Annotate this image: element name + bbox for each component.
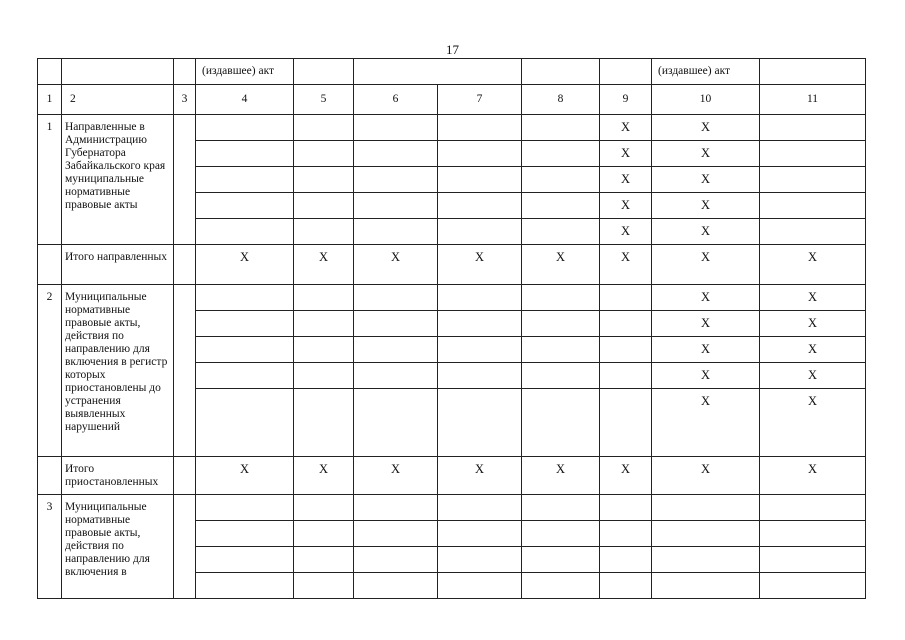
column-number: 7 — [438, 85, 522, 115]
section-label: Направленные в Администрацию Губернатора Забайкальского края муниципальные нормативные правовые акты — [62, 115, 174, 245]
mark-x: X — [196, 245, 294, 285]
table-cell — [760, 521, 866, 547]
table-cell — [196, 115, 294, 141]
table-cell — [600, 495, 652, 521]
header-row — [38, 59, 866, 85]
table-cell — [438, 337, 522, 363]
column-number-row — [38, 85, 866, 115]
table-cell — [196, 167, 294, 193]
table-cell — [438, 141, 522, 167]
table-cell — [294, 285, 354, 311]
mark-x: X — [652, 311, 760, 337]
table-cell — [760, 167, 866, 193]
table-cell — [522, 495, 600, 521]
column-number: 3 — [174, 85, 196, 115]
mark-x: X — [652, 141, 760, 167]
table-cell — [294, 311, 354, 337]
table-cell — [522, 363, 600, 389]
mark-x: X — [196, 457, 294, 495]
mark-x: X — [600, 193, 652, 219]
column-number: 6 — [354, 85, 438, 115]
table-cell — [760, 115, 866, 141]
mark-x: X — [294, 457, 354, 495]
table-cell — [522, 167, 600, 193]
table-cell — [522, 573, 600, 599]
mark-x: X — [600, 141, 652, 167]
table-cell — [174, 245, 196, 285]
mark-x: X — [652, 285, 760, 311]
table-cell — [174, 495, 196, 599]
mark-x: X — [760, 457, 866, 495]
table-cell — [196, 573, 294, 599]
table-cell — [294, 495, 354, 521]
table-cell — [196, 521, 294, 547]
table-cell — [354, 311, 438, 337]
mark-x: X — [600, 167, 652, 193]
table-cell — [174, 285, 196, 457]
mark-x: X — [652, 337, 760, 363]
report-table — [37, 58, 866, 599]
table-cell — [438, 389, 522, 457]
table-cell — [438, 193, 522, 219]
table-cell — [196, 311, 294, 337]
section-number: 2 — [38, 285, 62, 457]
table-cell — [652, 547, 760, 573]
table-cell — [438, 495, 522, 521]
table-cell — [438, 115, 522, 141]
table-cell — [354, 573, 438, 599]
table-cell — [294, 573, 354, 599]
total-label: Итого направленных — [62, 245, 174, 285]
table-cell — [354, 193, 438, 219]
table-cell — [294, 363, 354, 389]
table-cell — [438, 219, 522, 245]
header-cell — [38, 59, 62, 85]
table-cell — [354, 389, 438, 457]
header-cell — [760, 59, 866, 85]
table-cell — [600, 521, 652, 547]
total-label: Итого приостановленных — [62, 457, 174, 495]
table-cell — [522, 285, 600, 311]
mark-x: X — [760, 285, 866, 311]
table-cell — [196, 547, 294, 573]
section-label: Муниципальные нормативные правовые акты, действия по направлению для включения в — [62, 495, 174, 599]
issuer-label-right: (издавшее) акт — [652, 59, 760, 85]
table-cell — [196, 141, 294, 167]
table-cell — [522, 547, 600, 573]
page-number: 17 — [446, 42, 459, 57]
table-cell — [600, 547, 652, 573]
table-cell — [294, 167, 354, 193]
mark-x: X — [652, 389, 760, 457]
mark-x: X — [652, 245, 760, 285]
table-cell — [196, 285, 294, 311]
table-cell — [438, 521, 522, 547]
table-row — [38, 495, 866, 521]
table-cell — [600, 389, 652, 457]
mark-x: X — [522, 245, 600, 285]
table-cell — [38, 457, 62, 495]
column-number: 1 — [38, 85, 62, 115]
mark-x: X — [760, 337, 866, 363]
table-cell — [354, 219, 438, 245]
table-cell — [354, 547, 438, 573]
table-cell — [760, 547, 866, 573]
table-cell — [294, 115, 354, 141]
table-cell — [196, 337, 294, 363]
issuer-label-left: (издавшее) акт — [196, 59, 294, 85]
table-cell — [196, 495, 294, 521]
column-number: 10 — [652, 85, 760, 115]
table-cell — [174, 115, 196, 245]
table-cell — [522, 521, 600, 547]
table-cell — [294, 219, 354, 245]
table-cell — [438, 573, 522, 599]
column-number: 11 — [760, 85, 866, 115]
table-cell — [600, 285, 652, 311]
total-row — [38, 245, 866, 285]
section-number: 1 — [38, 115, 62, 245]
mark-x: X — [438, 457, 522, 495]
table-cell — [522, 337, 600, 363]
table-cell — [354, 141, 438, 167]
mark-x: X — [600, 457, 652, 495]
table-cell — [600, 311, 652, 337]
column-number: 8 — [522, 85, 600, 115]
table-cell — [38, 245, 62, 285]
table-cell — [438, 363, 522, 389]
table-cell — [522, 219, 600, 245]
table-cell — [354, 285, 438, 311]
table-row — [38, 115, 866, 141]
table-cell — [354, 167, 438, 193]
mark-x: X — [354, 457, 438, 495]
header-cell — [62, 59, 174, 85]
mark-x: X — [652, 167, 760, 193]
table-cell — [354, 115, 438, 141]
table-cell — [354, 495, 438, 521]
table-cell — [600, 337, 652, 363]
mark-x: X — [652, 457, 760, 495]
mark-x: X — [294, 245, 354, 285]
table-cell — [174, 457, 196, 495]
table-cell — [438, 547, 522, 573]
table-cell — [294, 389, 354, 457]
header-cell — [522, 59, 600, 85]
mark-x: X — [760, 311, 866, 337]
mark-x: X — [600, 115, 652, 141]
table-cell — [522, 311, 600, 337]
mark-x: X — [438, 245, 522, 285]
table-cell — [354, 521, 438, 547]
section-label: Муниципальные нормативные правовые акты, действия по направлению для включения в регистр которых приостановлены до устранения выявленных нарушений — [62, 285, 174, 457]
table-cell — [760, 219, 866, 245]
table-cell — [196, 193, 294, 219]
mark-x: X — [652, 115, 760, 141]
table-cell — [522, 389, 600, 457]
table-cell — [760, 141, 866, 167]
table-cell — [760, 495, 866, 521]
table-cell — [196, 219, 294, 245]
mark-x: X — [600, 219, 652, 245]
mark-x: X — [760, 245, 866, 285]
mark-x: X — [760, 389, 866, 457]
total-row — [38, 457, 866, 495]
mark-x: X — [652, 219, 760, 245]
column-number: 5 — [294, 85, 354, 115]
table-cell — [438, 167, 522, 193]
mark-x: X — [760, 363, 866, 389]
table-cell — [522, 115, 600, 141]
mark-x: X — [600, 245, 652, 285]
table-cell — [652, 521, 760, 547]
table-cell — [760, 573, 866, 599]
mark-x: X — [652, 363, 760, 389]
mark-x: X — [522, 457, 600, 495]
header-cell — [294, 59, 354, 85]
header-cell — [354, 59, 522, 85]
table-cell — [354, 337, 438, 363]
column-number: 9 — [600, 85, 652, 115]
column-number: 2 — [62, 85, 174, 115]
table-cell — [438, 311, 522, 337]
table-cell — [294, 547, 354, 573]
table-cell — [294, 521, 354, 547]
table-cell — [600, 363, 652, 389]
mark-x: X — [354, 245, 438, 285]
section-number: 3 — [38, 495, 62, 599]
header-cell — [600, 59, 652, 85]
table-cell — [294, 337, 354, 363]
table-cell — [652, 573, 760, 599]
table-cell — [354, 363, 438, 389]
table-cell — [522, 193, 600, 219]
table-cell — [294, 193, 354, 219]
table-row — [38, 285, 866, 311]
table-cell — [196, 389, 294, 457]
table-cell — [760, 193, 866, 219]
header-cell — [174, 59, 196, 85]
mark-x: X — [652, 193, 760, 219]
column-number: 4 — [196, 85, 294, 115]
table-cell — [196, 363, 294, 389]
table-cell — [294, 141, 354, 167]
table-cell — [652, 495, 760, 521]
table-cell — [600, 573, 652, 599]
table-cell — [522, 141, 600, 167]
table-cell — [438, 285, 522, 311]
